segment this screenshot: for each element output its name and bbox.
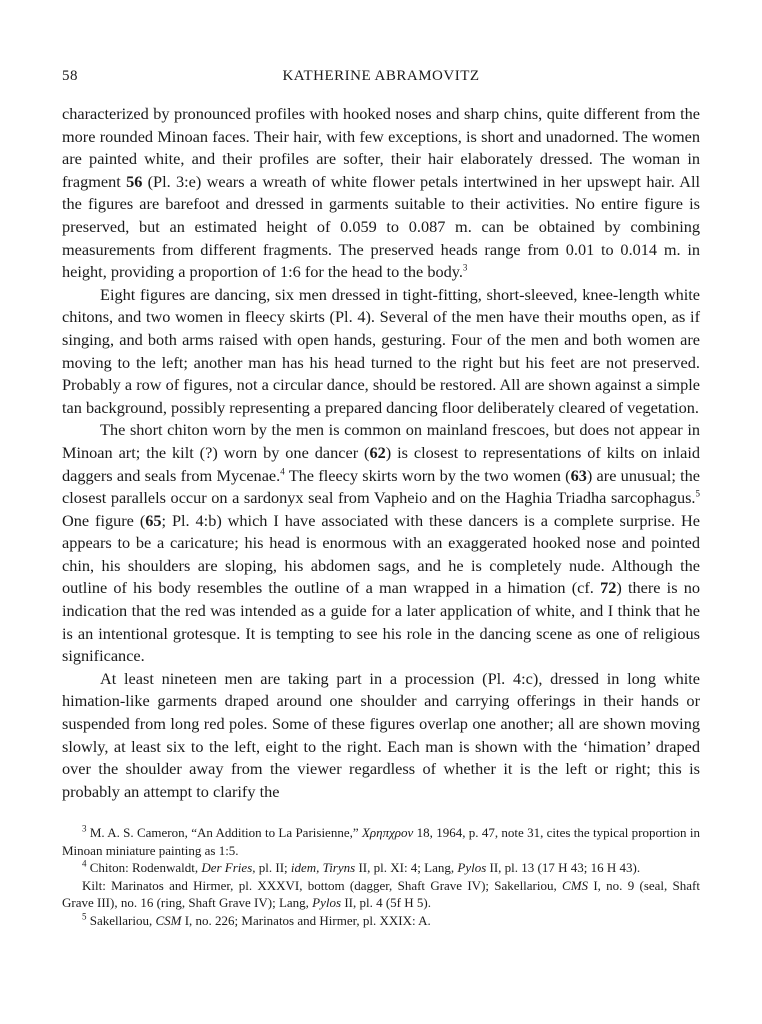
- text-run: pl. II;: [255, 860, 291, 875]
- text-run: I, no. 9 (seal, Shaft Grave III), no. 16 (ring, Shaft Grave IV); Lang,: [62, 877, 700, 910]
- footnote-marker: 3: [462, 262, 468, 273]
- text-run: Χρηπχρον: [361, 825, 414, 840]
- footnote: [62, 824, 700, 859]
- text-run: idem, Tiryns: [290, 860, 356, 875]
- footnote-marker: 3: [82, 823, 87, 834]
- text-run: Kilt: Marinatos and Hirmer, pl. XXXVI, bottom (dagger, Shaft Grave IV); Sakellariou,: [82, 877, 563, 893]
- text-run: Pylos: [312, 895, 342, 910]
- text-run: II, pl. XI: 4; Lang,: [355, 860, 458, 875]
- text-run: Chiton: Rodenwaldt,: [86, 860, 202, 875]
- body-paragraph: [62, 668, 700, 804]
- footnote-marker: 5: [695, 488, 700, 499]
- text-run: I, no. 226; Marinatos and Hirmer, pl. XXIX: A.: [181, 912, 431, 928]
- text-run: One figure (: [62, 510, 146, 530]
- text-run: CMS: [562, 877, 589, 893]
- text-run: Sakellariou,: [86, 912, 156, 928]
- text-run: ; Pl. 4:b) which I have associated with these dancers is a complete surprise. He appears to be a caricature; his head is enormous with an exaggerated hooked nose and pointed chin, his shoulders are sloping, his abdomen sags, and he is completely nude. Although the outline of his body resembles the outline of a man wrapped in a himation (cf.: [62, 510, 700, 598]
- text-run: Der Fries,: [201, 860, 256, 875]
- page-number: 58: [62, 68, 78, 84]
- fragment-number: 62: [369, 442, 386, 462]
- fragment-number: 72: [600, 578, 617, 598]
- page-header: [62, 68, 700, 88]
- text-run: II, pl. 4 (5f H 5).: [341, 895, 431, 910]
- text-run: ) is closest to representations of kilts on inlaid daggers and seals from Mycenae.: [62, 442, 700, 485]
- footnote: [62, 859, 700, 877]
- footnote: [62, 912, 700, 930]
- text-run: ) there is no indication that the red was intended as a guide for a later application of white, and I think that he is an intentional grotesque. It is tempting to see his role in the dancing scene as one of religious significance.: [62, 578, 701, 666]
- footnote-marker: 5: [82, 911, 87, 922]
- text-run: II, pl. 13 (17 H 43; 16 H 43).: [486, 860, 641, 875]
- text-run: ) are unusual; the closest parallels occur on a sardonyx seal from Vapheio and on the Haghia Triadha sarcophagus.: [62, 465, 701, 508]
- text-run: Pylos: [457, 860, 487, 875]
- text-run: CSM: [155, 912, 182, 928]
- text-run: characterized by pronounced profiles with hooked noses and sharp chins, quite different from the more rounded Minoan faces. Their hair, with few exceptions, is short and unadorned. The women are painted white, and their profiles are softer, their hair elaborately dressed. The woman in fragment: [62, 104, 700, 191]
- body-paragraph: [62, 284, 700, 420]
- fragment-number: 63: [570, 465, 587, 485]
- footnote-marker: 4: [280, 466, 285, 477]
- footnote-marker: 4: [82, 858, 87, 869]
- text-run: The short chiton worn by the men is common on mainland frescoes, but does not appear in Minoan art; the kilt (?) worn by one dancer (: [62, 420, 700, 462]
- running-head: KATHERINE ABRAMOVITZ: [282, 68, 480, 84]
- fragment-number: 65: [145, 510, 162, 530]
- footnote: [62, 877, 700, 912]
- body-paragraph: [62, 419, 700, 668]
- body-text: [62, 103, 700, 803]
- text-run: 18, 1964, p. 47, note 31, cites the typical proportion in Minoan miniature painting as 1:5.: [62, 825, 700, 858]
- text-run: (Pl. 3:e) wears a wreath of white flower petals intertwined in her upswept hair. All the figures are barefoot and dressed in garments suitable to their activities. No entire figure is preserved, but an estimated height of 0.059 to 0.087 m. can be obtained by combining measurements from different fragments. The preserved heads range from 0.01 to 0.014 m. in height, providing a proportion of 1:6 for the head to the body.: [62, 171, 700, 282]
- text-run: Eight figures are dancing, six men dressed in tight-fitting, short-sleeved, knee-length white chitons, and two women in fleecy skirts (Pl. 4). Several of the men have their mouths open, as if singing, and both arms raised with open hands, gesturing. Four of the men and both women are moving to the left; another man has his head turned to the right but his feet are not preserved. Probably a row of figures, not a circular dance, should be restored. All are shown against a simple tan background, possibly representing a prepared dancing floor deliberately cleared of vegetation.: [62, 284, 700, 417]
- text-run: At least nineteen men are taking part in a procession (Pl. 4:c), dressed in long white himation-like garments draped around one shoulder and carrying offerings in their hands or suspended from long red poles. Some of these figures overlap one another; all are shown moving slowly, at least six to the left, eight to the right. Each man is shown with the ‘himation’ draped over the shoulder away from the viewer regardless of whether it is the left or right; this is probably an attempt to clarify the: [62, 668, 700, 801]
- body-paragraph: [62, 103, 700, 284]
- text-run: M. A. S. Cameron, “An Addition to La Parisienne,”: [86, 825, 362, 840]
- footnotes: [62, 824, 700, 929]
- text-run: The fleecy skirts worn by the two women (: [284, 465, 571, 485]
- fragment-number: 56: [126, 171, 143, 191]
